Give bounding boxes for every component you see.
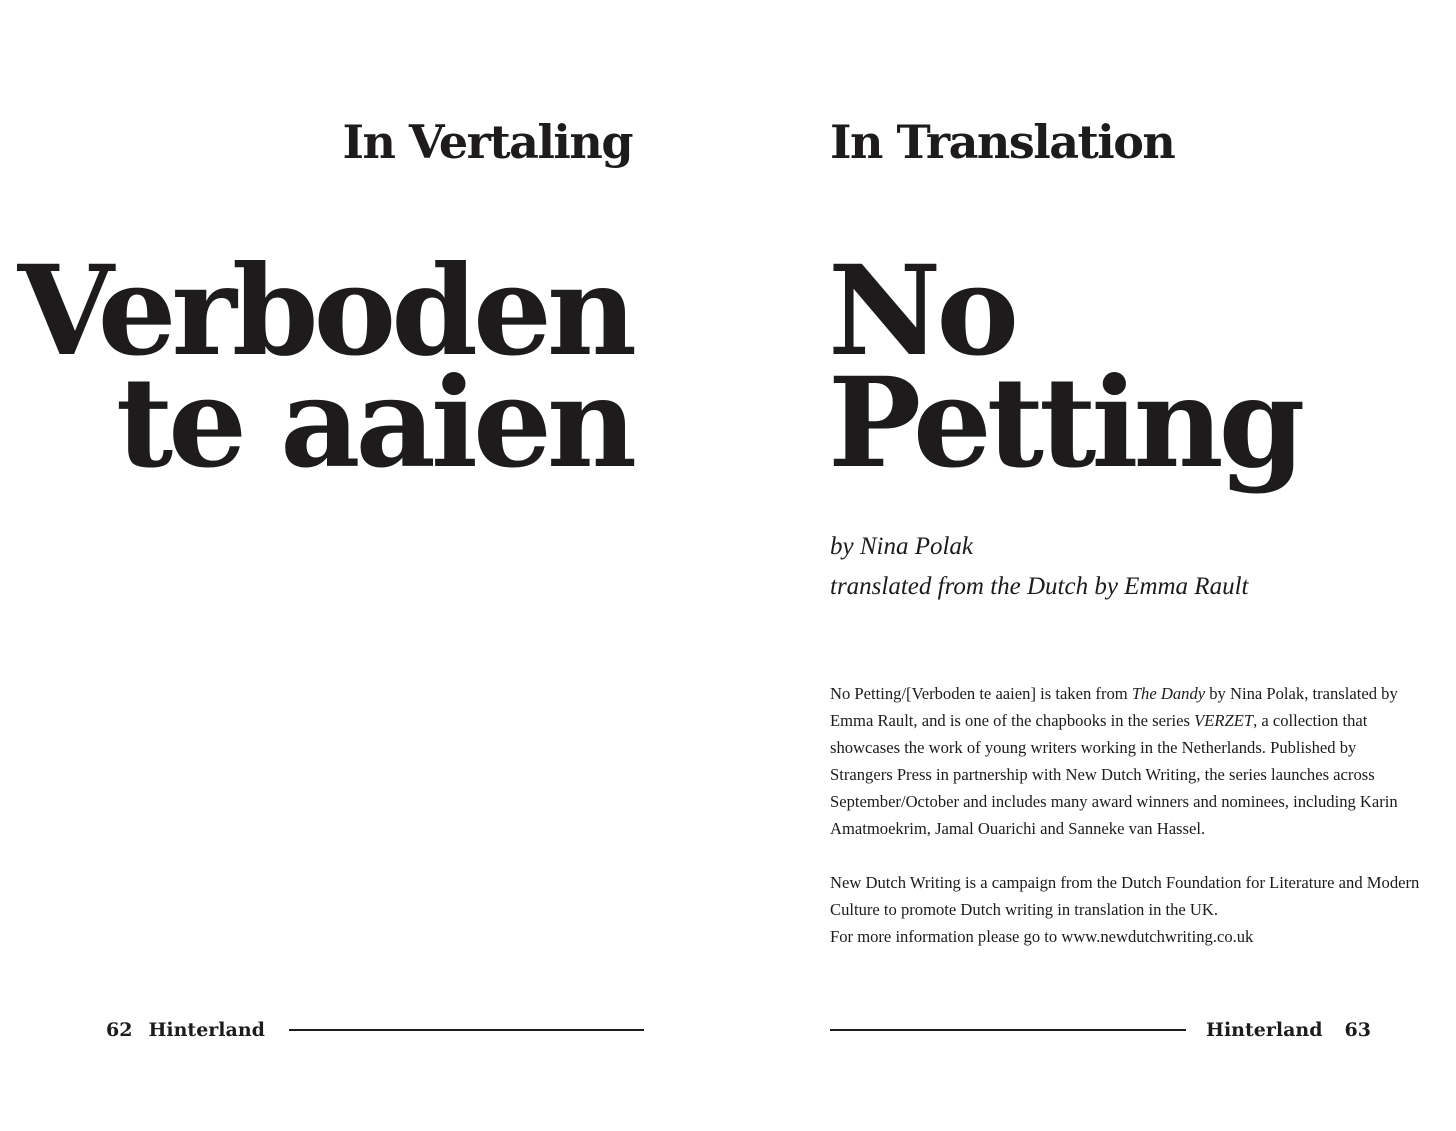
- page-footer: [106, 1014, 644, 1046]
- title-line: Petting: [828, 351, 1301, 496]
- note-text: by Nina Polak, translated by Emma Rault, and is one of the chapbooks in the series: [830, 684, 1398, 730]
- title-line: te aaien: [115, 351, 632, 496]
- running-title: Hinterland: [148, 1019, 265, 1041]
- byline: [830, 527, 1248, 607]
- page-number: 62: [106, 1019, 133, 1041]
- section-heading: In Vertaling: [342, 115, 632, 169]
- author-credit: by Nina Polak: [830, 533, 974, 560]
- page-number: 63: [1344, 1019, 1371, 1041]
- note-text: No Petting/[Verboden te aaien] is taken from: [830, 684, 1132, 703]
- running-title: Hinterland: [1206, 1019, 1323, 1041]
- story-title-dutch: [17, 239, 632, 496]
- note-paragraph: [830, 869, 1420, 950]
- website-note: For more information please go to www.newdutchwriting.co.uk: [830, 927, 1254, 946]
- note-text: New Dutch Writing is a campaign from the Dutch Foundation for Literature and Modern Culture to promote Dutch writing in translation in the UK.: [830, 873, 1420, 919]
- translator-credit: translated from the Dutch by Emma Rault: [830, 573, 1249, 600]
- title-line: Verboden: [17, 239, 632, 384]
- series-title: VERZET: [1194, 711, 1254, 730]
- footer-rule: [289, 1029, 644, 1031]
- title-line: No: [828, 239, 1015, 384]
- publication-note: [830, 680, 1420, 950]
- story-title-english: [828, 239, 1301, 496]
- page-footer: [830, 1014, 1371, 1046]
- section-heading: In Translation: [830, 115, 1175, 169]
- footer-rule: [830, 1029, 1186, 1031]
- right-page: [728, 0, 1456, 1131]
- book-title: The Dandy: [1131, 684, 1206, 703]
- note-paragraph: [830, 680, 1420, 842]
- note-text: , a collection that showcases the work of young writers working in the Netherlands. Published by Strangers Press in partnership with New Dutch Writing, the series launches across September/October and includes many award winners and nominees, including Karin Amatmoekrim, Jamal Ouarichi and Sanneke van Hassel.: [830, 711, 1398, 838]
